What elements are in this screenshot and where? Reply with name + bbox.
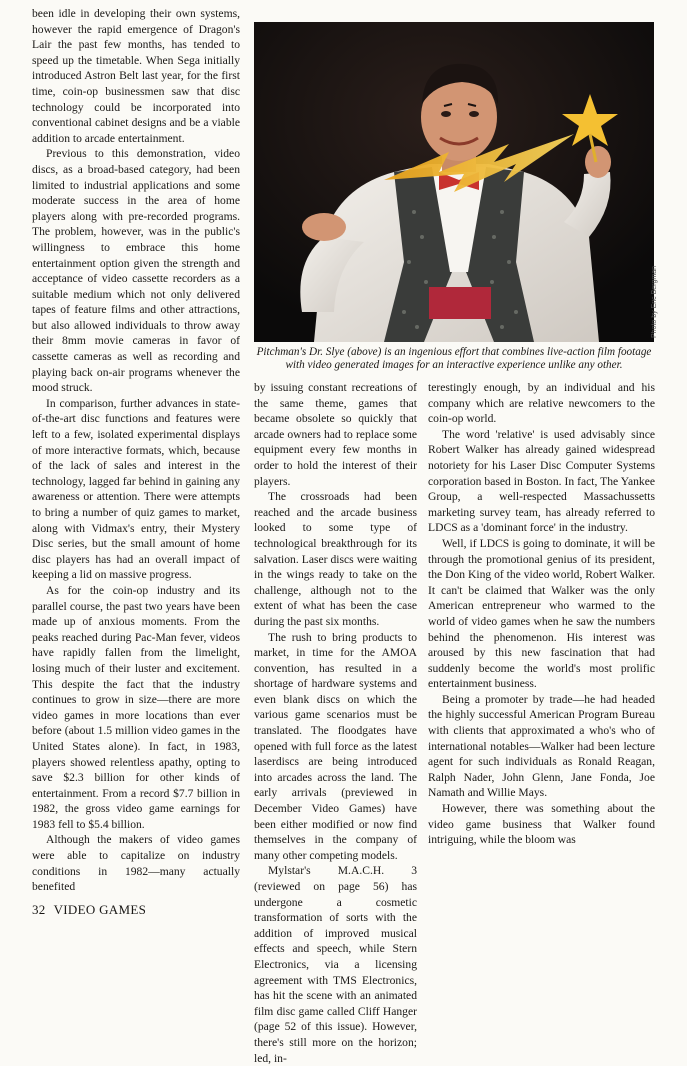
paragraph: However, there was something about the video game business that Walker found intriguing, while the bloom was [428,802,655,847]
paragraph: Mylstar's M.A.C.H. 3 (reviewed on page 56) has undergone a cosmetic transformation of sorts with the addition of improved musical effects and speech, while Stern Electronics, via a licensing agreement with TMS Electronics, has hit the scene with an animated film disc game called Cliff Hanger (page 52 of this issue). However, there's still more on the horizon; led, in- [254,864,417,1065]
photo-caption: Pitchman's Dr. Slye (above) is an ingenious effort that combines live-action film footage with video generated images for an interactive experience unlike any other. [256,346,652,372]
paragraph: The rush to bring products to market, in time for the AMOA convention, has resulted in a shortage of hardware systems and even blank discs on which the various game scenarios must be translated. The floodgates have opened with full force as the latest laserdiscs are being introduced into arcades across the land. The early arrivals (previewed in December Video Games) have been either modified or now find themselves in the company of many other competing models. [254,630,417,862]
article-photo [254,22,654,342]
page-number: 32 [32,902,46,917]
paragraph: been idle in developing their own systems, however the rapid emergence of Dragon's Lair the past few months, has tended to speed up the timetable. When Sega initially introduced Astron Belt last year, for the first time, coin-op businessmen saw that disc technology could be incorporated into conventional cabinet designs and be a viable addition to arcade entertainment. [32,7,240,145]
article-column-right [428,380,655,848]
paragraph: Being a promoter by trade—he had headed the highly successful American Program Bureau with clients that approximated a who's who of international notables—Walker had been lecture agent for such individuals as Ronald Reagan, Ralph Nader, John Glenn, Jane Fonda, Joe Namath and Willie Mays. [428,692,655,800]
paragraph: Although the makers of video games were able to capitalize on industry conditions in 1982—many actually benefited [32,833,240,894]
photo-credit: Photo by Eric Bergman [651,266,658,338]
page-folio [32,902,146,918]
paragraph: The word 'relative' is used advisably since Robert Walker has already gained widespread notoriety for his Laser Disc Computer Systems corporation based in Boston. In fact, The Yankee Group, a well-respected Massachussetts marketing survey team, has already referred to LDCS as a 'dominant force' in the industry. [428,427,655,535]
article-column-left [32,6,240,895]
paragraph: terestingly enough, by an individual and his company which are relative newcomers to the coin-op world. [428,381,655,426]
paragraph: Previous to this demonstration, video discs, as a broad-based category, had been limited to industrial applications and some moderate success in the area of home players along with pre-recorded programs. The problem, however, was in the public's willingness to embrace this home entertainment option given the strength and acceptance of video cassette recorders as a suitable medium which not only delivered tapes of feature films and other attractions, but also allowed individuals to throw away their 8mm movie cameras in favor of cassette cameras as well as recording and playing back on-air programs whenever the mood struck. [32,147,240,395]
dr-slye-photo-illustration [254,22,654,342]
paragraph: As for the coin-op industry and its parallel course, the past two years have been made up of anxious moments. From the peaks reached during Pac-Man fever, videos have rapidly fallen from the limelight, losing much of their luster and excitement. This despite the fact that the industry continues to grow in size—there are more video games in more locations than ever before (about 1.5 million video games in the United States alone). In fact, in 1983, players showed relentless apathy, opting to save $2.3 billion for other kinds of entertainment. From a record $7.7 billion in 1982, the gross video game earnings for 1983 fell to $5.4 billion. [32,583,240,831]
article-column-middle [254,380,417,1066]
magazine-name: VIDEO GAMES [53,902,147,917]
paragraph: In comparison, further advances in state-of-the-art disc functions and features were left to a few, isolated experimental displays of more interactive formats, which, because of the lack of sales and interest in the technology, lagged far behind in gaining any awareness or attention. There were attempts to bring a number of quiz games to market, along with Vidmax's entry, their Mystery Disc series, but the small amount of home disc players has had an overall impact of keeping a lid on massive progress. [32,396,240,582]
paragraph: The crossroads had been reached and the arcade business looked to some type of technological breakthrough for its salvation. Laser discs were waiting in the wings ready to take on the challenge, although not to the extent of what has been the case during the past six months. [254,490,417,628]
paragraph: Well, if LDCS is going to dominate, it will be through the promotional genius of its president, the Don King of the video world, Robert Walker. It can't be claimed that Walker was the only American entrepreneur who warmed to the world of video games when he saw the numbers behind the phenomenon. His interest was aroused by this new fascination that had suddenly become the world's most prolific entertainment business. [428,536,655,691]
paragraph: by issuing constant recreations of the same theme, games that became obsolete so quickly that arcade owners had to replace some equipment every few months in order to hold the interest of their players. [254,381,417,488]
